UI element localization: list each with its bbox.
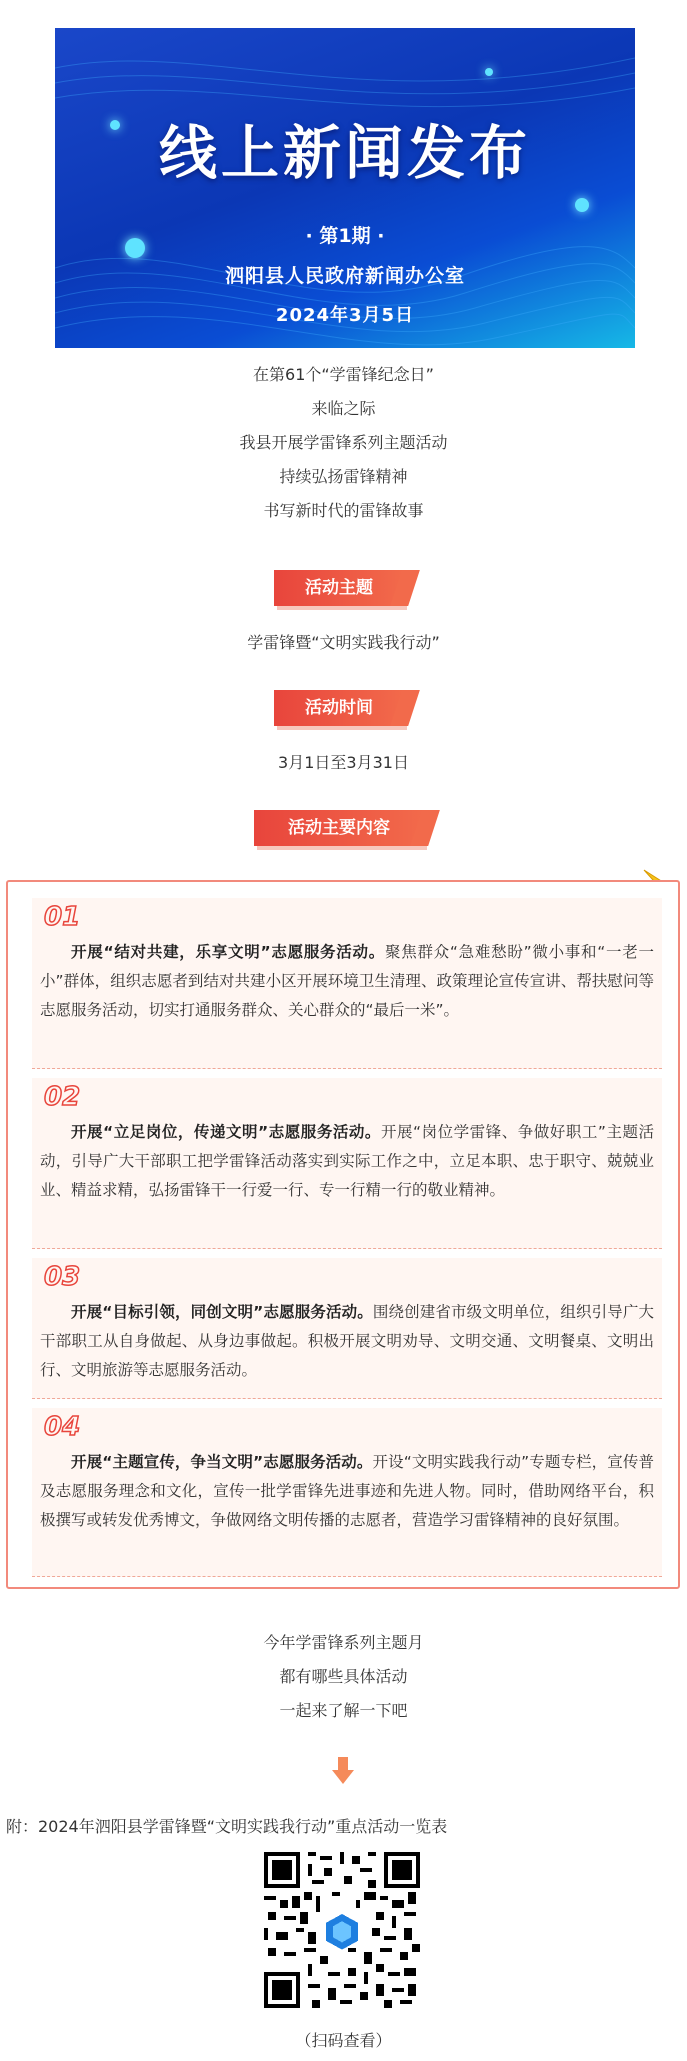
activity-item: [32, 1078, 662, 1249]
item-heading: 开展“目标引领，同创文明”志愿服务活动。: [71, 1303, 373, 1321]
item-heading: 开展“结对共建，乐享文明”志愿服务活动。: [71, 943, 385, 961]
item-number: 03: [44, 1262, 81, 1292]
appendix-text: 附：2024年泗阳县学雷锋暨“文明实践我行动”重点活动一览表: [6, 1817, 448, 1836]
outro-line: 一起来了解一下吧: [279, 1701, 408, 1720]
down-arrow-icon: [332, 1757, 354, 1785]
item-text: [40, 1118, 654, 1205]
header-banner: [55, 28, 635, 348]
banner-org: 泗阳县人民政府新闻办公室: [224, 265, 465, 287]
item-body: 开设“文明实践我行动”专题专栏，宣传普及志愿服务理念和文化，宣传一批学雷锋先进事迹和先进人物。同时，借助网络平台，积极撰写或转发优秀博文，争做网络文明传播的志愿者，营造学习雷锋精神的良好氛围。: [40, 1453, 654, 1529]
item-number: 01: [44, 902, 81, 932]
glow-dot: [575, 198, 589, 212]
qr-caption: （扫码查看）: [295, 2031, 392, 2050]
item-text: [40, 938, 654, 1025]
item-body: 聚焦群众“急难愁盼”微小事和“一老一小”群体，组织志愿者到结对共建小区开展环境卫生清理、政策理论宣传宣讲、帮扶慰问等志愿服务活动，切实打通服务群众、关心群众的“最后一米”。: [40, 943, 654, 1019]
intro-line: 在第61个“学雷锋纪念日”: [253, 365, 434, 384]
item-heading: 开展“立足岗位，传递文明”志愿服务活动。: [71, 1123, 381, 1141]
activity-content-box: [6, 880, 680, 1589]
intro-line: 持续弘扬雷锋精神: [279, 467, 408, 486]
item-heading: 开展“主题宣传，争当文明”志愿服务活动。: [71, 1453, 373, 1471]
item-number: 04: [44, 1412, 81, 1442]
content-tag: 活动主要内容: [254, 810, 424, 846]
banner-title: 线上新闻发布: [158, 119, 531, 187]
item-number: 02: [44, 1082, 81, 1112]
item-body: 围绕创建省市级文明单位，组织引导广大干部职工从自身做起、从身边事做起。积极开展文明劝导、文明交通、文明餐桌、文明出行、文明旅游等志愿服务活动。: [40, 1303, 654, 1379]
item-text: [40, 1298, 654, 1385]
theme-value: 学雷锋暨“文明实践我行动”: [247, 633, 440, 652]
banner-issue: · 第1期 ·: [305, 225, 385, 247]
activity-item: [32, 1258, 662, 1399]
item-body: 开展“岗位学雷锋、争做好职工”主题活动，引导广大干部职工把学雷锋活动落实到实际工作之中，立足本职、忠于职守、兢兢业业、精益求精，弘扬雷锋干一行爱一行、专一行精一行的敬业精神。: [40, 1123, 654, 1199]
item-text: [40, 1448, 654, 1535]
intro-line: 书写新时代的雷锋故事: [263, 501, 424, 520]
outro-line: 都有哪些具体活动: [279, 1667, 408, 1686]
banner-date: 2024年3月5日: [275, 305, 415, 326]
intro-line: 来临之际: [311, 399, 376, 418]
intro-line: 我县开展学雷锋系列主题活动: [239, 433, 448, 452]
qr-code[interactable]: [260, 1848, 424, 2012]
time-value: 3月1日至3月31日: [278, 753, 409, 772]
glow-dot: [485, 68, 493, 76]
activity-item: [32, 898, 662, 1069]
outro-line: 今年学雷锋系列主题月: [263, 1633, 424, 1652]
theme-tag: 活动主题: [274, 570, 404, 606]
activity-item: [32, 1408, 662, 1577]
time-tag: 活动时间: [274, 690, 404, 726]
